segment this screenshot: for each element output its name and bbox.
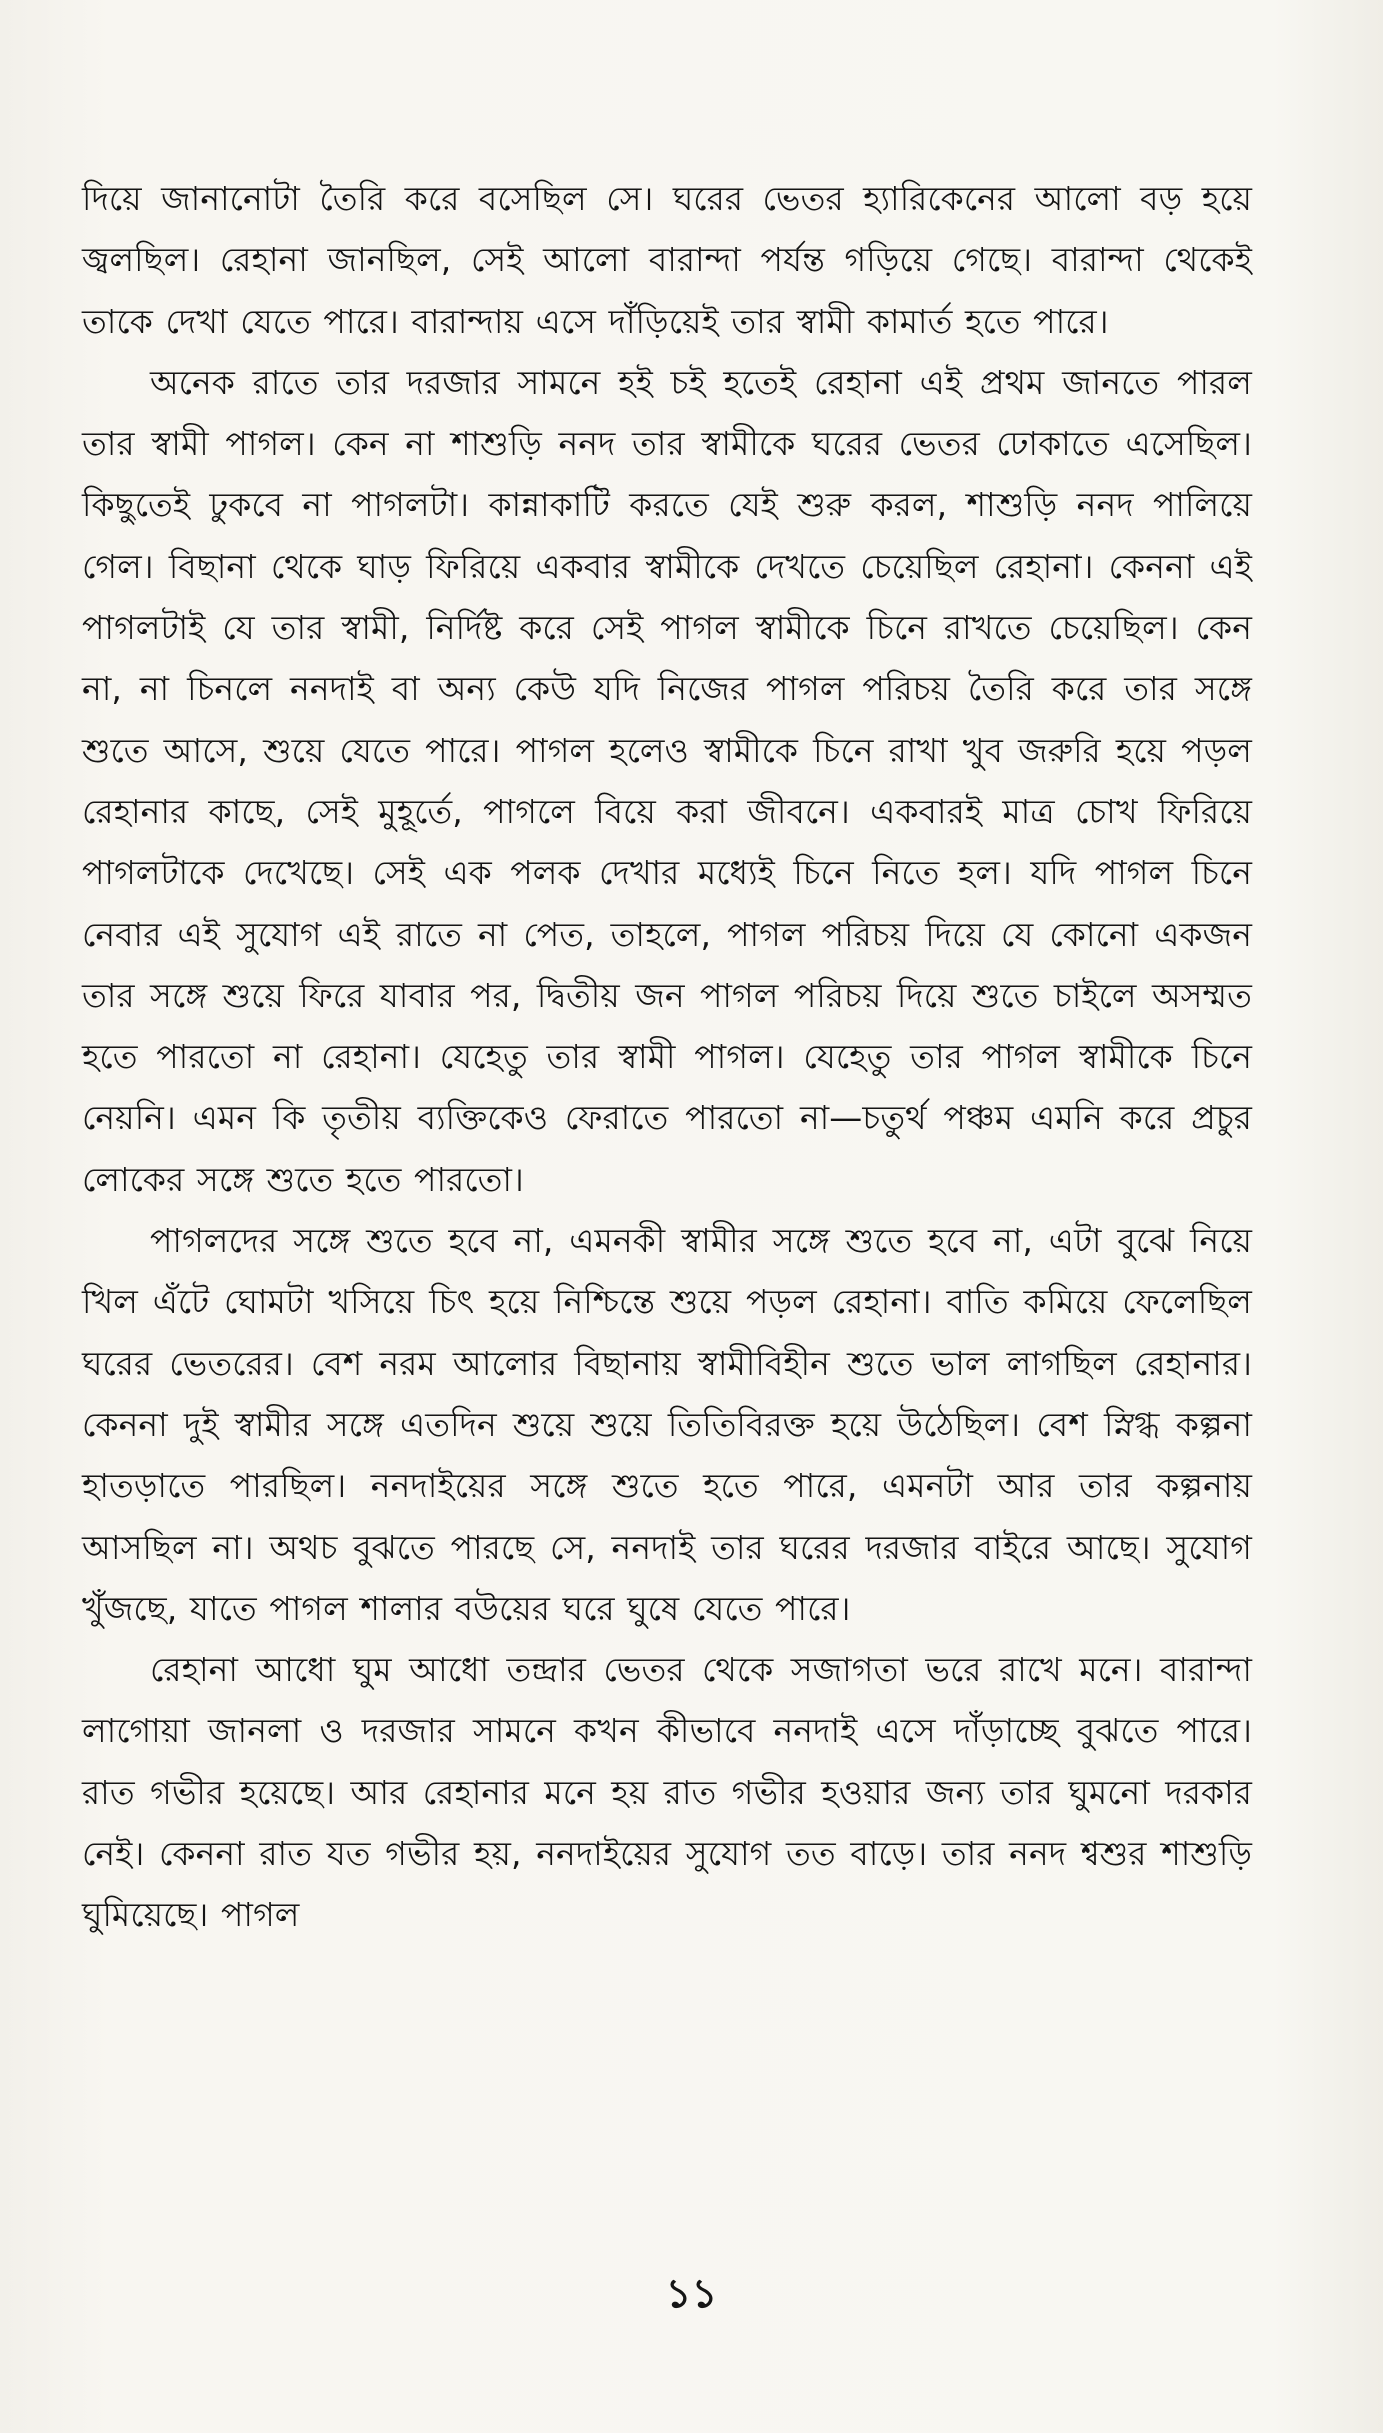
paragraph-continued: দিয়ে জানানোটা তৈরি করে বসেছিল সে। ঘরের ভেতর হ্যারিকেনের আলো বড় হয়ে জ্বলছিল। রেহানা জানছিল, সেই আলো বারান্দা পর্যন্ত গড়িয়ে গেছে। বারান্দা থেকেই তাকে দেখা যেতে পারে। বারান্দায় এসে দাঁড়িয়েই তার স্বামী কামার্ত হতে পারে। [82, 179, 1252, 341]
paragraph: পাগলদের সঙ্গে শুতে হবে না, এমনকী স্বামীর সঙ্গে শুতে হবে না, এটা বুঝে নিয়ে খিল এঁটে ঘোমটা খসিয়ে চিৎ হয়ে নিশ্চিন্তে শুয়ে পড়ল রেহানা। বাতি কমিয়ে ফেলেছিল ঘরের ভেতরের। বেশ নরম আলোর বিছানায় স্বামীবিহীন শুতে ভাল লাগছিল রেহানার। কেননা দুই স্বামীর সঙ্গে এতদিন শুয়ে শুয়ে তিতিবিরক্ত হয়ে উঠেছিল। বেশ স্নিগ্ধ কল্পনা হাতড়াতে পারছিল। ননদাইয়ের সঙ্গে শুতে হতে পারে, এমনটা আর তার কল্পনায় আসছিল না। অথচ বুঝতে পারছে সে, ননদাই তার ঘরের দরজার বাইরে আছে। সুযোগ খুঁজছে, যাতে পাগল শালার বউয়ের ঘরে ঘুষে যেতে পারে। [82, 1221, 1252, 1628]
paragraph: রেহানা আধো ঘুম আধো তন্দ্রার ভেতর থেকে সজাগতা ভরে রাখে মনে। বারান্দা লাগোয়া জানলা ও দরজার সামনে কখন কীভাবে ননদাই এসে দাঁড়াচ্ছে বুঝতে পারে। রাত গভীর হয়েছে। আর রেহানার মনে হয় রাত গভীর হওয়ার জন্য তার ঘুমনো দরকার নেই। কেননা রাত যত গভীর হয়, ননদাইয়ের সুযোগ তত বাড়ে। তার ননদ শ্বশুর শাশুড়ি ঘুমিয়েছে। পাগল [82, 1650, 1252, 1935]
paragraph: অনেক রাতে তার দরজার সামনে হই চই হতেই রেহানা এই প্রথম জানতে পারল তার স্বামী পাগল। কেন না শাশুড়ি ননদ তার স্বামীকে ঘরের ভেতর ঢোকাতে এসেছিল। কিছুতেই ঢুকবে না পাগলটা। কান্নাকাটি করতে যেই শুরু করল, শাশুড়ি ননদ পালিয়ে গেল। বিছানা থেকে ঘাড় ফিরিয়ে একবার স্বামীকে দেখতে চেয়েছিল রেহানা। কেননা এই পাগলটাই যে তার স্বামী, নির্দিষ্ট করে সেই পাগল স্বামীকে চিনে রাখতে চেয়েছিল। কেন না, না চিনলে ননদাই বা অন্য কেউ যদি নিজের পাগল পরিচয় তৈরি করে তার সঙ্গে শুতে আসে, শুয়ে যেতে পারে। পাগল হলেও স্বামীকে চিনে রাখা খুব জরুরি হয়ে পড়ল রেহানার কাছে, সেই মুহূর্তে, পাগলে বিয়ে করা জীবনে। একবারই মাত্র চোখ ফিরিয়ে পাগলটাকে দেখেছে। সেই এক পলক দেখার মধ্যেই চিনে নিতে হল। যদি পাগল চিনে নেবার এই সুযোগ এই রাতে না পেত, তাহলে, পাগল পরিচয় দিয়ে যে কোনো একজন তার সঙ্গে শুয়ে ফিরে যাবার পর, দ্বিতীয় জন পাগল পরিচয় দিয়ে শুতে চাইলে অসম্মত হতে পারতো না রেহানা। যেহেতু তার স্বামী পাগল। যেহেতু তার পাগল স্বামীকে চিনে নেয়নি। এমন কি তৃতীয় ব্যক্তিকেও ফেরাতে পারতো না—চতুর্থ পঞ্চম এমনি করে প্রচুর লোকের সঙ্গে শুতে হতে পারতো। [82, 362, 1252, 1199]
body-text [82, 168, 1252, 1946]
page-number: ১১ [665, 2271, 718, 2317]
